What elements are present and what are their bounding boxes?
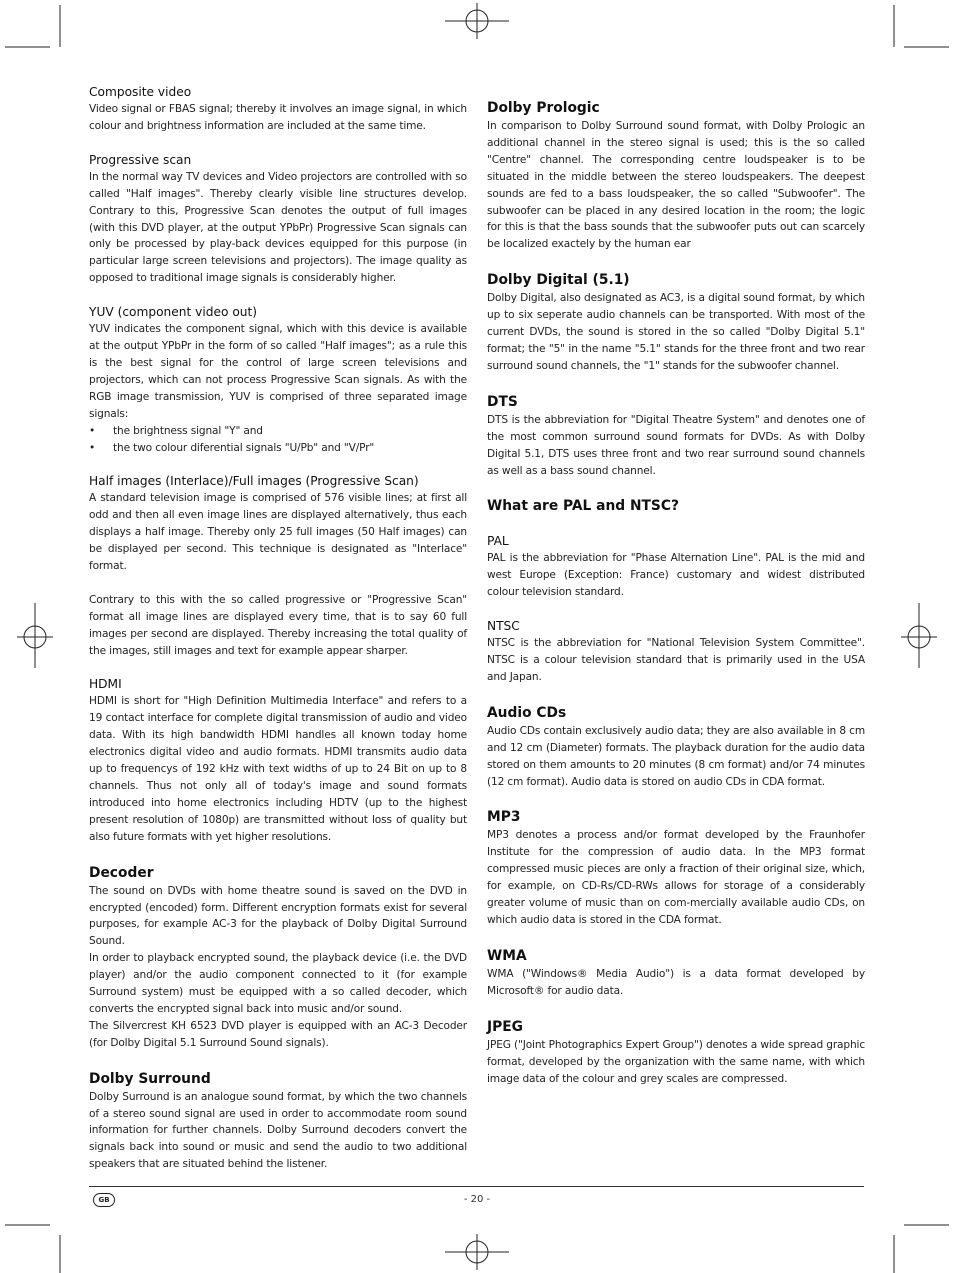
section-text: In order to playback encrypted sound, the playback device (i.e. the DVD player) and/or the audio component connected to it (for example Surround system) must be equipped with a so called decoder, which converts the encrypted signal back into music and/or sound.: [89, 952, 467, 1015]
section-text: In the normal way TV devices and Video projectors are controlled with so called "Half images". Thereby clearly visible line structures develop. Contrary to this, Progressive Scan denotes the output of full images (with this DVD player, at the output YPbPr) Progressive Scan signals can only be processed by play-back devices equipped for this purpose (in particular large screen televisions and projectors). The image quality as opposed to traditional image signals is considerably higher.: [89, 170, 467, 285]
section-heading: Progressive scan: [89, 152, 192, 167]
section-heading: Dolby Digital (5.1): [487, 272, 630, 289]
section-decoder: [89, 864, 467, 1052]
footer-divider: [89, 1186, 864, 1187]
bullet-list: [89, 423, 467, 457]
section-heading: MP3: [487, 809, 521, 826]
section-text: Dolby Digital, also designated as AC3, is a digital sound format, by which up to six seperate audio channels can be transported. With most of the current DVDs, the sound is stored in the so called "Dolby Digital 5.1" format; the "5" in the name "5.1" stands for the three front and two rear surround sound channels, the "1" stands for the subwoofer channel.: [487, 292, 865, 372]
left-column: [89, 84, 467, 1173]
section-text: The sound on DVDs with home theatre sound is saved on the DVD in encrypted (encoded) form. Different encryption formats exist for several purposes, for example AC-3 for the playback of Dolby Digital Surround Sound.: [89, 884, 467, 948]
section-text: PAL is the abbreviation for "Phase Alternation Line". PAL is the mid and west Europe (Exception: France) customary and widest distributed colour television standard.: [487, 552, 865, 599]
section-heading: Half images (Interlace)/Full images (Progressive Scan): [89, 474, 419, 489]
section-heading: YUV (component video out): [89, 305, 258, 320]
section-text: JPEG ("Joint Photographics Expert Group") denotes a wide spread graphic format, developed by the organization with the same name, with which image data of the colour and grey scales are compressed.: [487, 1038, 865, 1085]
section-heading: Dolby Prologic: [487, 100, 600, 116]
list-item: • the two colour diferential signals "U/Pb" and "V/Pr": [89, 440, 467, 457]
section-text: MP3 denotes a process and/or format developed by the Fraunhofer Institute for the compression of audio data. In the MP3 format compressed music pieces are only a fraction of their original size, which, for example, on CD-Rs/CD-RWs allows for storage of a considerably greater volume of music than on com-mercially available audio CDs, on which audio data is stored in the CDA format.: [487, 829, 865, 926]
right-column: [487, 99, 865, 1087]
section-audio-cds: [487, 704, 865, 791]
section-composite-video: [89, 84, 467, 135]
section-heading: DTS: [487, 393, 518, 410]
section-text: Dolby Surround is an analogue sound format, by which the two channels of a stereo sound signal are used in order to accommodate room sound information for further channels. Dolby Surround decoders convert the signals back into sound or music and send the audio to two additional speakers that are situated behind the listener.: [89, 1090, 467, 1171]
subsection-heading: PAL: [487, 534, 509, 549]
language-badge: GB: [93, 1193, 115, 1207]
section-text: The Silvercrest KH 6523 DVD player is equipped with an AC-3 Decoder (for Dolby Digital 5.1 Surround Sound signals).: [89, 1019, 467, 1049]
section-mp3: [487, 808, 865, 928]
section-text: In comparison to Dolby Surround sound format, with Dolby Prologic an additional channel in the stereo signal is used; this is the so called "Centre" channel. The corresponding centre loudspeaker is to be situated in the middle between the stereo loudspeakers. The deepest sounds are fed to a bass loudspeaker, the so called "Subwoofer". The subwoofer can be placed in any desired location in the room; the logic for this is that the bass sounds that the subwoofer puts out can scarcely be localized exactely by the human ear: [487, 120, 865, 251]
section-text: Contrary to this with the so called progressive or "Progressive Scan" format all image lines are displayed every time, that is to say 60 full images per second are displayed. Thereby increasing the total quality of the images, still images and text for example appear sharper.: [89, 593, 467, 657]
subsection-heading: NTSC: [487, 619, 520, 634]
list-item: • the brightness signal "Y" and: [89, 423, 467, 440]
section-heading: Audio CDs: [487, 704, 567, 721]
section-progressive-scan: [89, 152, 467, 287]
section-dolby-digital: [487, 271, 865, 375]
section-dolby-prologic: [487, 99, 865, 253]
section-heading: Dolby Surround: [89, 1070, 211, 1087]
section-text: HDMI is short for "High Definition Multimedia Interface" and refers to a 19 contact interface for complete digital transmission of audio and video data. With its high bandwidth HDMI handles all known today home electronics digital video and audio formats. HDMI transmits audio data up to frequencys of 192 kHz with text widths of up to 24 Bit on up to 8 channels. Thus not only all of today's image and sound formats introduced into home electronics including HDTV (up to the highest present resolution of 1080p) are transmitted without loss of quality but also future formats with yet higher resolutions.: [89, 695, 467, 843]
section-text: A standard television image is comprised of 576 visible lines; at first all odd and then all even image lines are displayed alternatively, thus each displays a half image. Thereby only 25 full images (50 Half images) can be displayed per second. This technique is designated as "Interlace" format.: [89, 492, 467, 573]
section-jpeg: [487, 1018, 865, 1088]
section-heading: Decoder: [89, 864, 154, 881]
subsection-ntsc: [487, 618, 865, 686]
section-wma: [487, 947, 865, 1000]
section-heading: WMA: [487, 947, 527, 964]
section-heading: JPEG: [487, 1018, 523, 1035]
page-number: - 20 -: [463, 1194, 491, 1205]
subsection-pal: [487, 533, 865, 601]
section-yuv: [89, 304, 467, 456]
section-heading: Composite video: [89, 85, 192, 99]
section-text: Video signal or FBAS signal; thereby it involves an image signal, in which colour and brightness information are included at the same time.: [89, 103, 467, 132]
section-heading: What are PAL and NTSC?: [487, 498, 679, 515]
section-text: WMA ("Windows® Media Audio") is a data format developed by Microsoft® for audio data.: [487, 967, 865, 997]
section-text: Audio CDs contain exclusively audio data; they are also available in 8 cm and 12 cm (Diameter) formats. The playback duration for the audio data stored on them amounts to 20 minutes (8 cm format) and/or 74 minutes (12 cm format). Audio data is stored on audio CDs in CDA format.: [487, 724, 865, 788]
section-text: DTS is the abbreviation for "Digital Theatre System" and denotes one of the most common surround sound formats for DVDs. As with Dolby Digital 5.1, DTS uses three front and two rear surround sound channels as well as a bass sound channel.: [487, 413, 865, 477]
section-heading: HDMI: [89, 677, 122, 692]
section-dts: [487, 393, 865, 480]
section-text: NTSC is the abbreviation for "National Television System Committee". NTSC is a colour television standard that is primarily used in the USA and Japan.: [487, 637, 865, 683]
section-dolby-surround: [89, 1070, 467, 1174]
section-interlace: [89, 473, 467, 659]
section-hdmi: [89, 676, 467, 845]
section-pal-ntsc: [487, 497, 865, 685]
section-text: YUV indicates the component signal, which with this device is available at the output YPbPr in the form of so called "Half images"; as a rule this is the best signal for the control of large screen televisions and projectors, which can not process Progressive Scan signals. As with the RGB image transmission, YUV is comprised of three separated image signals:: [89, 323, 467, 420]
